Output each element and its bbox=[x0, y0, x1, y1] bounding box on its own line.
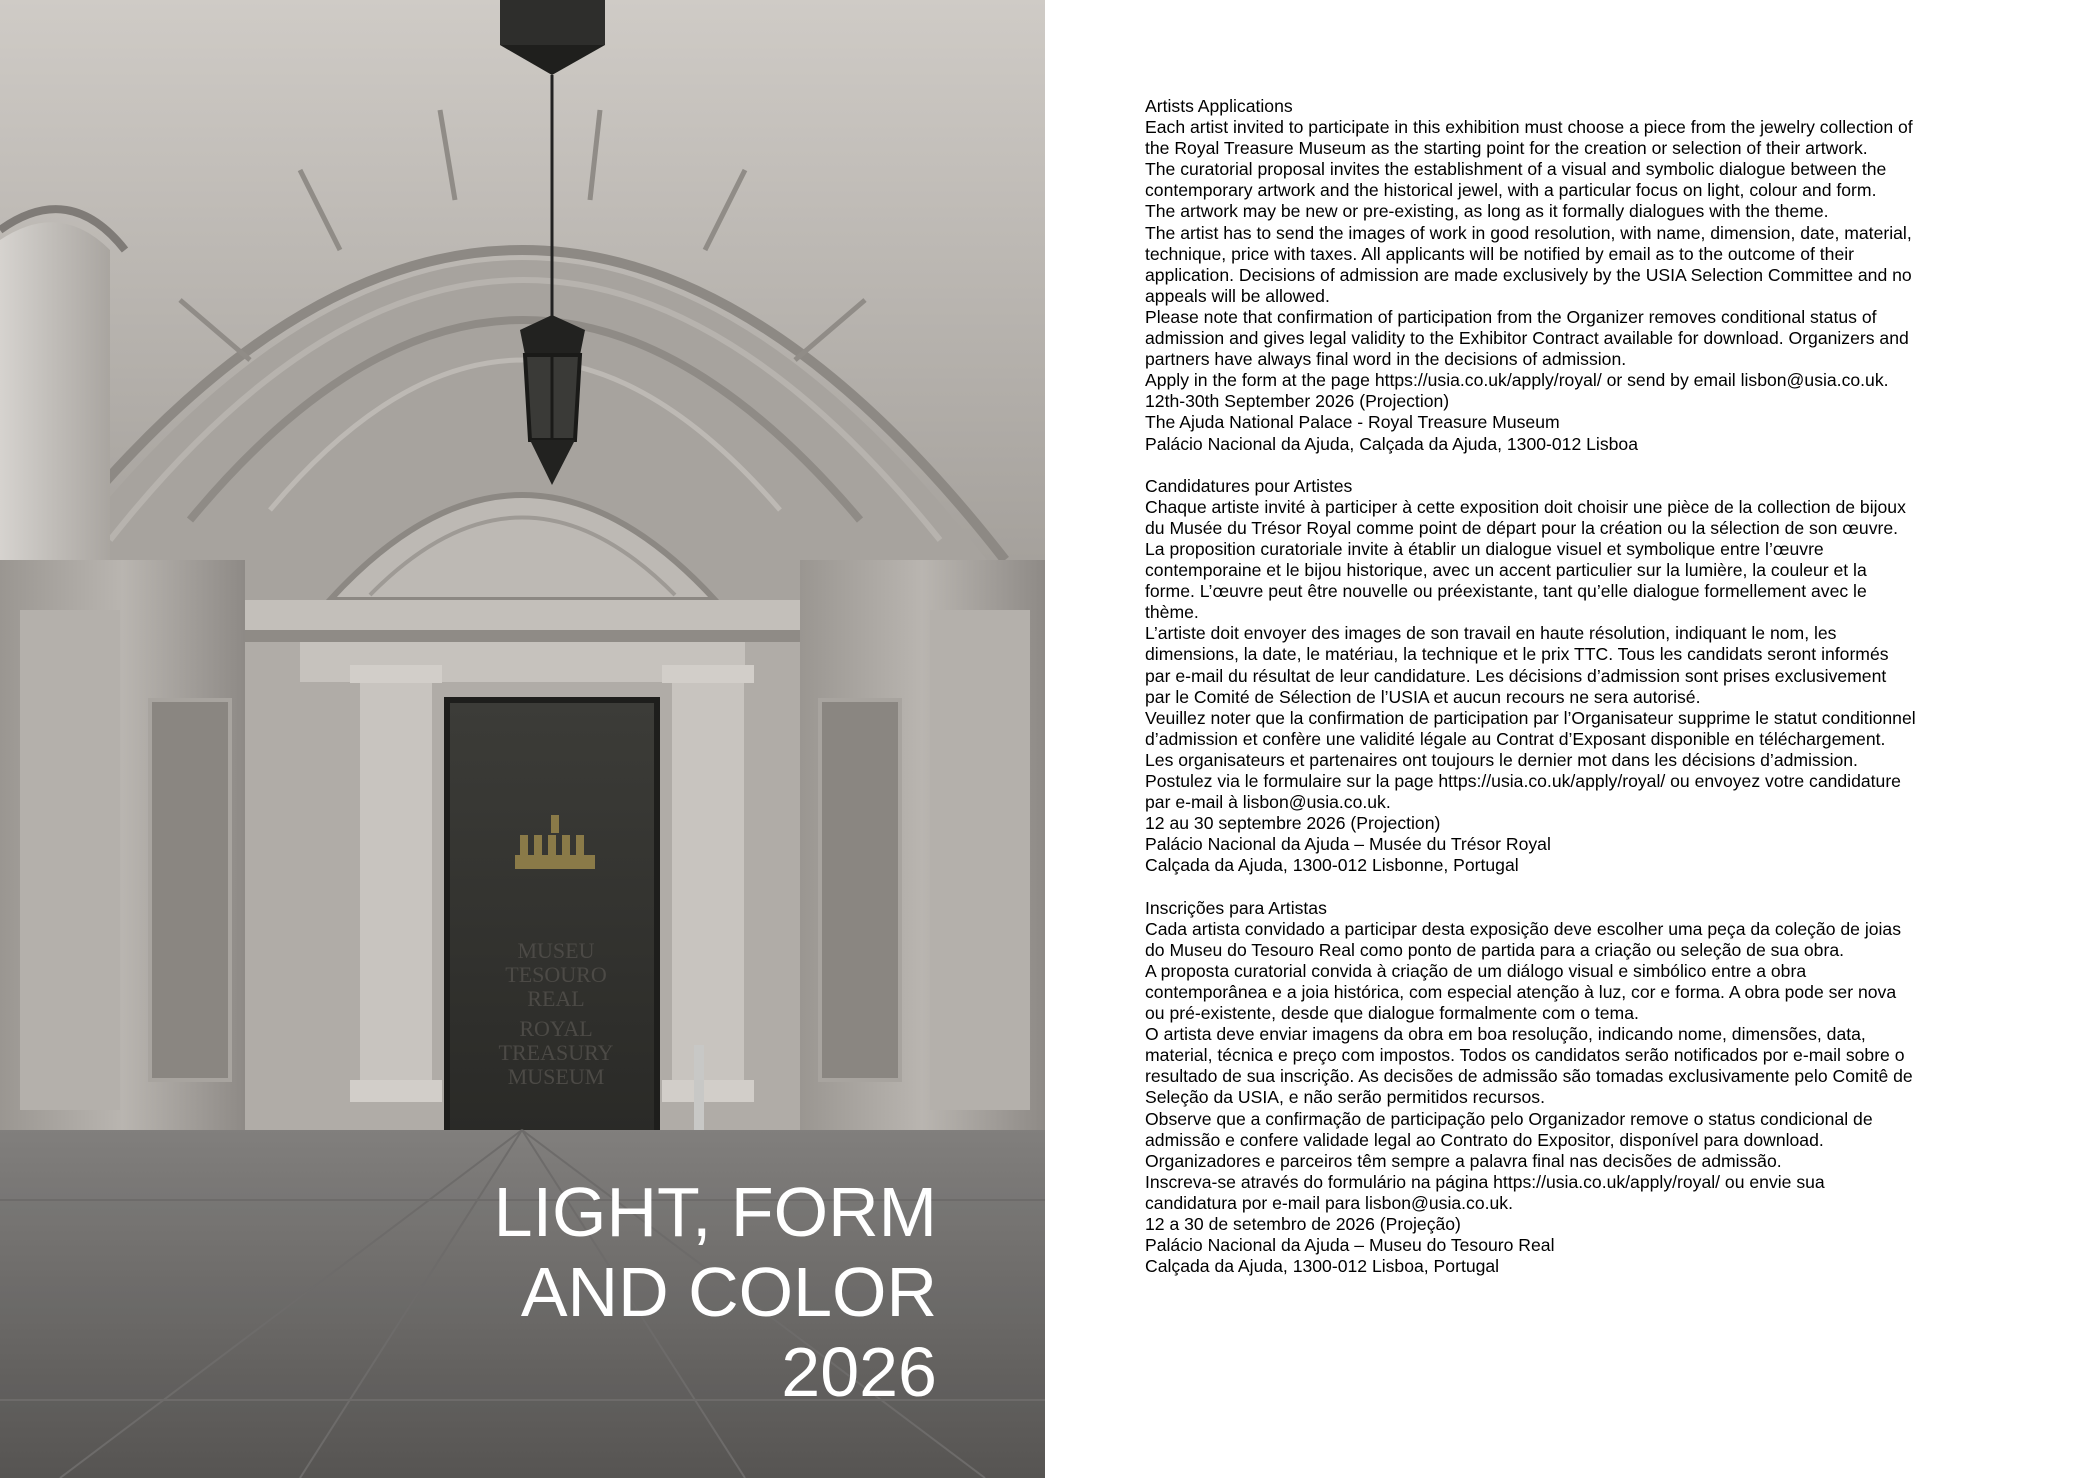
section-line: Cada artista convidado a participar desta exposição deve escolher uma peça da coleção de joias bbox=[1145, 918, 1902, 939]
section-line: The artwork may be new or pre-existing, as long as it formally dialogues with the theme. bbox=[1145, 201, 1829, 222]
door-sign-line1: MUSEU bbox=[517, 938, 595, 963]
section-line: 12 a 30 de setembro de 2026 (Projeção) bbox=[1145, 1213, 1461, 1234]
section-line: Organizadores e parceiros têm sempre a palavra final nas decisões de admissão. bbox=[1145, 1150, 1782, 1171]
section-line: forme. L’œuvre peut être nouvelle ou préexistante, tant qu’elle dialogue formellement avec le bbox=[1145, 581, 1867, 602]
section-line: Inscreva-se através do formulário na página https://usia.co.uk/apply/royal/ ou envie sua bbox=[1145, 1171, 1825, 1192]
section-heading: Inscrições para Artistas bbox=[1145, 897, 1327, 918]
door-sign-line2: TESOURO bbox=[505, 962, 607, 987]
cover-title bbox=[337, 1172, 937, 1412]
section-line: contemporary artwork and the historical jewel, with a particular focus on light, colour and form. bbox=[1145, 180, 1877, 201]
section-line: The Ajuda National Palace - Royal Treasure Museum bbox=[1145, 412, 1560, 433]
section-line: contemporaine et le bijou historique, avec un accent particulier sur la lumière, la couleur et la bbox=[1145, 560, 1867, 581]
section-line: L’artiste doit envoyer des images de son travail en haute résolution, indiquant le nom, les bbox=[1145, 623, 1837, 644]
section-line: dimensions, la date, le matériau, la technique et le prix TTC. Tous les candidats seront informés bbox=[1145, 644, 1889, 665]
section-heading: Artists Applications bbox=[1145, 96, 1293, 116]
section-line: appeals will be allowed. bbox=[1145, 285, 1330, 306]
section-line: the Royal Treasure Museum as the starting point for the creation or selection of their artwork. bbox=[1145, 138, 1868, 159]
section-line: application. Decisions of admission are made exclusively by the USIA Selection Committee and no bbox=[1145, 264, 1912, 285]
section-line: Please note that confirmation of participation from the Organizer removes conditional status of bbox=[1145, 306, 1877, 327]
door-sign-line4: ROYAL bbox=[519, 1016, 593, 1041]
door-sign-line5: TREASURY bbox=[498, 1040, 614, 1065]
section-line: par le Comité de Sélection de l’USIA et aucun recours ne sera autorisé. bbox=[1145, 686, 1701, 707]
section-line: technique, price with taxes. All applicants will be notified by email as to the outcome of their bbox=[1145, 243, 1855, 264]
section-line: Each artist invited to participate in this exhibition must choose a piece from the jewelry collection of bbox=[1145, 117, 1913, 138]
section-line: resultado de sua inscrição. As decisões de admissão são tomadas exclusivamente pelo Comitê de bbox=[1145, 1066, 1913, 1087]
cover-title-line2: AND COLOR bbox=[520, 1253, 937, 1331]
section-line: Calçada da Ajuda, 1300-012 Lisboa, Portugal bbox=[1145, 1256, 1500, 1277]
section-line: do Museu do Tesouro Real como ponto de partida para a criação ou seleção de sua obra. bbox=[1145, 939, 1844, 960]
section-line: Les organisateurs et partenaires ont toujours le dernier mot dans les décisions d’admission. bbox=[1145, 749, 1858, 770]
section-line: Veuillez noter que la confirmation de participation par l’Organisateur supprime le statut conditionnel bbox=[1145, 707, 1916, 728]
applications-text bbox=[1145, 96, 2005, 1298]
section-line: Observe que a confirmação de participação pelo Organizador remove o status condicional de bbox=[1145, 1108, 1873, 1129]
section-line: 12th-30th September 2026 (Projection) bbox=[1145, 391, 1450, 412]
section-line: material, técnica e preço com impostos. Todos os candidatos serão notificados por e-mail sobre o bbox=[1145, 1045, 1905, 1066]
cover-title-line1: LIGHT, FORM bbox=[493, 1173, 937, 1251]
section-line: contemporânea e a joia histórica, com especial atenção à luz, cor e forma. A obra pode ser nova bbox=[1145, 981, 1897, 1002]
section-line: thème. bbox=[1145, 602, 1199, 623]
section-line: Postulez via le formulaire sur la page https://usia.co.uk/apply/royal/ ou envoyez votre candidature bbox=[1145, 771, 1901, 791]
section-line: ou pré-existente, desde que dialogue formalmente com o tema. bbox=[1145, 1003, 1639, 1024]
section-line: Palácio Nacional da Ajuda, Calçada da Ajuda, 1300-012 Lisboa bbox=[1145, 433, 1638, 454]
section-line: Calçada da Ajuda, 1300-012 Lisbonne, Portugal bbox=[1145, 855, 1519, 876]
section-line: du Musée du Trésor Royal comme point de départ pour la création ou la sélection de son œuvre. bbox=[1145, 517, 1899, 538]
section-line: Seleção da USIA, e não serão permitidos recursos. bbox=[1145, 1087, 1545, 1108]
section-line: Chaque artiste invité à participer à cette exposition doit choisir une pièce de la collection de bijoux bbox=[1145, 496, 1906, 517]
section-line: par e-mail à lisbon@usia.co.uk. bbox=[1145, 792, 1391, 813]
cover-title-line3: 2026 bbox=[781, 1333, 937, 1411]
section-line: The artist has to send the images of work in good resolution, with name, dimension, date, material, bbox=[1145, 222, 1912, 243]
section-heading: Candidatures pour Artistes bbox=[1145, 475, 1353, 496]
door-sign-line3: REAL bbox=[527, 986, 585, 1011]
section-line: par e-mail du résultat de leur candidature. Les décisions d’admission sont prises exclusivement bbox=[1145, 665, 1887, 686]
door-sign-line6: MUSEUM bbox=[507, 1064, 605, 1089]
section-line: A proposta curatorial convida à criação de um diálogo visual e simbólico entre a obra bbox=[1145, 960, 1807, 981]
section-line: candidatura por e-mail para lisbon@usia.co.uk. bbox=[1145, 1192, 1513, 1213]
section-line: O artista deve enviar imagens da obra em boa resolução, indicando nome, dimensões, data, bbox=[1145, 1024, 1866, 1045]
section-line: Palácio Nacional da Ajuda – Musée du Trésor Royal bbox=[1145, 834, 1551, 855]
section-line: admission and gives legal validity to the Exhibitor Contract available for download. Organizers and bbox=[1145, 328, 1909, 349]
section-line: d’admission et confère une validité légale au Contrat d’Exposant disponible en téléchargement. bbox=[1145, 728, 1886, 749]
section-line: La proposition curatoriale invite à établir un dialogue visuel et symbolique entre l’œuvre bbox=[1145, 538, 1824, 559]
section-portuguese bbox=[1145, 898, 2005, 1278]
section-line: Palácio Nacional da Ajuda – Museu do Tesouro Real bbox=[1145, 1235, 1555, 1256]
section-line: 12 au 30 septembre 2026 (Projection) bbox=[1145, 813, 1441, 834]
section-line: Apply in the form at the page https://usia.co.uk/apply/royal/ or send by email lisbon@usia.co.uk. bbox=[1145, 370, 1889, 391]
section-french bbox=[1145, 476, 2005, 877]
section-line: The curatorial proposal invites the establishment of a visual and symbolic dialogue between the bbox=[1145, 159, 1887, 180]
section-english bbox=[1145, 96, 2005, 455]
section-line: admissão e confere validade legal ao Contrato do Expositor, disponível para download. bbox=[1145, 1129, 1824, 1150]
section-line: partners have always final word in the decisions of admission. bbox=[1145, 349, 1627, 370]
